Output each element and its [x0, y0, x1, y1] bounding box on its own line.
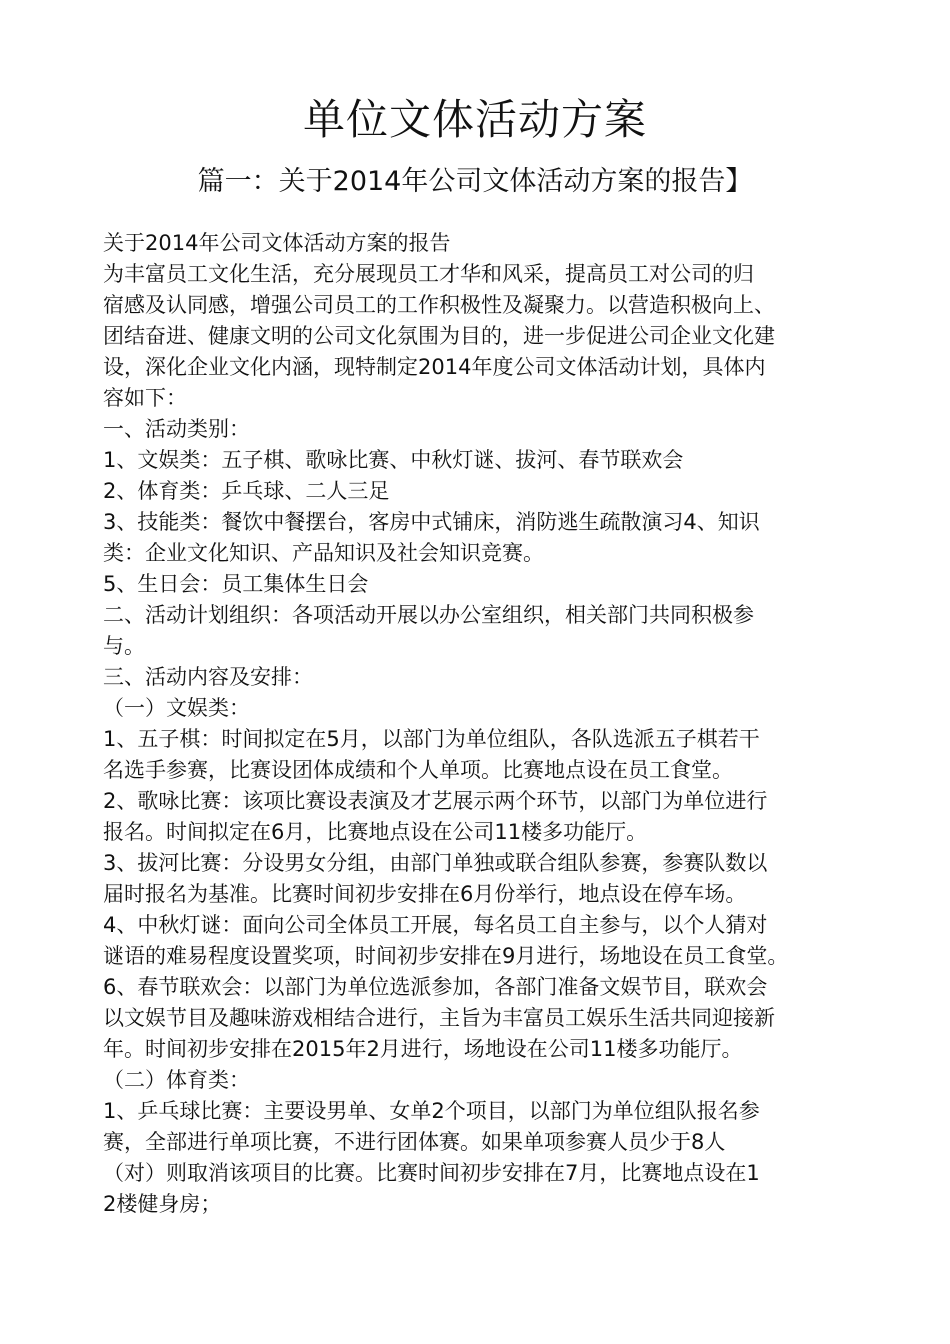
body-line: 三、活动内容及安排： [103, 665, 313, 689]
body-line: （一）文娱类： [103, 696, 250, 720]
body-line: 设，深化企业文化内涵，现特制定2014年度公司文体活动计划，具体内 [103, 355, 766, 379]
body-line: （二）体育类： [103, 1068, 250, 1092]
document-body [103, 228, 868, 1220]
body-line: 名选手参赛，比赛设团体成绩和个人单项。比赛地点设在员工食堂。 [103, 758, 733, 782]
body-line: 关于2014年公司文体活动方案的报告 [103, 231, 451, 255]
body-line: 4、中秋灯谜：面向公司全体员工开展，每名员工自主参与，以个人猜对 [103, 913, 768, 937]
body-line: 3、拔河比赛：分设男女分组，由部门单独或联合组队参赛，参赛队数以 [103, 851, 768, 875]
document-title: 单位文体活动方案 [302, 95, 647, 144]
body-line: 3、技能类：餐饮中餐摆台，客房中式铺床，消防逃生疏散演习4、知识 [103, 510, 760, 534]
body-line: 年。时间初步安排在2015年2月进行，场地设在公司11楼多功能厅。 [103, 1037, 743, 1061]
body-line: 赛，全部进行单项比赛，不进行团体赛。如果单项参赛人员少于8人 [103, 1130, 726, 1154]
body-line: 一、活动类别： [103, 417, 250, 441]
body-line: 2、歌咏比赛：该项比赛设表演及才艺展示两个环节，以部门为单位进行 [103, 789, 768, 813]
body-line: 1、乒乓球比赛：主要设男单、女单2个项目，以部门为单位组队报名参 [103, 1099, 760, 1123]
body-line: 宿感及认同感，增强公司员工的工作积极性及凝聚力。以营造积极向上、 [103, 293, 775, 317]
body-line: 为丰富员工文化生活，充分展现员工才华和风采，提高员工对公司的归 [103, 262, 754, 286]
body-line: 1、五子棋：时间拟定在5月，以部门为单位组队，各队选派五子棋若干 [103, 727, 760, 751]
body-line: （对）则取消该项目的比赛。比赛时间初步安排在7月，比赛地点设在1 [103, 1161, 760, 1185]
body-line: 以文娱节目及趣味游戏相结合进行，主旨为丰富员工娱乐生活共同迎接新 [103, 1006, 775, 1030]
document-subtitle: 篇一：关于2014年公司文体活动方案的报告】 [197, 166, 753, 197]
body-line: 类：企业文化知识、产品知识及社会知识竞赛。 [103, 541, 544, 565]
body-line: 届时报名为基准。比赛时间初步安排在6月份举行，地点设在停车场。 [103, 882, 747, 906]
body-line: 谜语的难易程度设置奖项，时间初步安排在9月进行，场地设在员工食堂。 [103, 944, 789, 968]
body-line: 与。 [103, 634, 145, 658]
body-line: 1、文娱类：五子棋、歌咏比赛、中秋灯谜、拔河、春节联欢会 [103, 448, 684, 472]
body-line: 容如下： [103, 386, 187, 410]
body-line: 团结奋进、健康文明的公司文化氛围为目的，进一步促进公司企业文化建 [103, 324, 775, 348]
body-line: 2、体育类：乒乓球、二人三足 [103, 479, 390, 503]
body-line: 6、春节联欢会：以部门为单位选派参加，各部门准备文娱节目，联欢会 [103, 975, 768, 999]
body-line: 2楼健身房； [103, 1192, 222, 1216]
body-line: 报名。时间拟定在6月，比赛地点设在公司11楼多功能厅。 [103, 820, 648, 844]
body-line: 5、生日会：员工集体生日会 [103, 572, 369, 596]
body-line: 二、活动计划组织：各项活动开展以办公室组织，相关部门共同积极参 [103, 603, 754, 627]
